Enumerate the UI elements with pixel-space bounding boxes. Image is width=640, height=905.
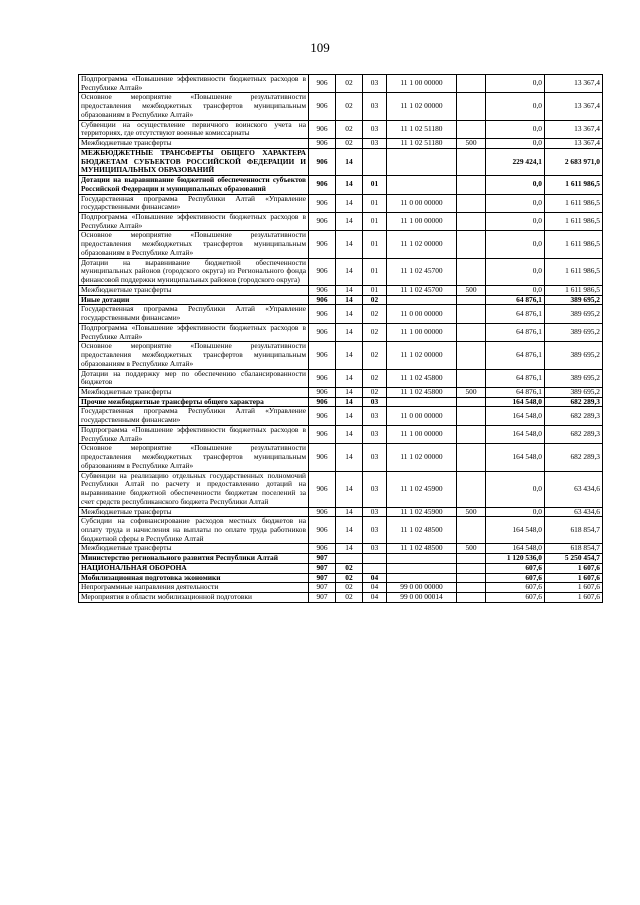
amount-cell-2: 63 434,6 <box>545 471 603 507</box>
target-article-cell: 11 1 02 45700 <box>387 258 457 285</box>
subsection-code-cell: 01 <box>363 258 387 285</box>
admin-code-cell: 906 <box>309 75 336 93</box>
amount-cell-2: 682 289,3 <box>545 425 603 443</box>
subsection-code-cell: 02 <box>363 369 387 387</box>
amount-cell-2: 389 695,2 <box>545 342 603 369</box>
admin-code-cell: 906 <box>309 213 336 231</box>
subsection-code-cell: 03 <box>363 471 387 507</box>
expense-name-cell: Межбюджетные трансферты <box>79 139 309 149</box>
expense-name-cell: Подпрограмма «Повышение эффективности бюджетных расходов в Республике Алтай» <box>79 425 309 443</box>
target-article-cell <box>387 554 457 564</box>
subsection-code-cell <box>363 148 387 175</box>
expense-name-cell: Основное мероприятие «Повышение результативности предоставления межбюджетных трансфертов муниципальным образованиям в Республике Алтай» <box>79 93 309 120</box>
amount-cell-2: 389 695,2 <box>545 369 603 387</box>
target-article-cell: 11 1 00 00000 <box>387 425 457 443</box>
table-row <box>79 139 603 149</box>
admin-code-cell: 906 <box>309 397 336 407</box>
section-code-cell: 14 <box>336 231 363 258</box>
expense-name-cell: Основное мероприятие «Повышение результативности предоставления межбюджетных трансфертов муниципальным образованиям в Республике Алтай» <box>79 444 309 471</box>
amount-cell-1: 164 548,0 <box>486 407 545 425</box>
target-article-cell: 11 1 02 00000 <box>387 444 457 471</box>
amount-cell-1: 164 548,0 <box>486 544 545 554</box>
target-article-cell: 11 1 02 45900 <box>387 471 457 507</box>
section-code-cell: 02 <box>336 93 363 120</box>
admin-code-cell: 906 <box>309 387 336 397</box>
target-article-cell: 11 0 00 00000 <box>387 407 457 425</box>
amount-cell-1: 0,0 <box>486 471 545 507</box>
target-article-cell: 11 1 02 45800 <box>387 369 457 387</box>
expense-name-cell: Межбюджетные трансферты <box>79 285 309 295</box>
admin-code-cell: 907 <box>309 563 336 573</box>
expense-type-cell <box>457 231 486 258</box>
expense-name-cell: Межбюджетные трансферты <box>79 507 309 517</box>
subsection-code-cell: 03 <box>363 93 387 120</box>
admin-code-cell: 906 <box>309 517 336 544</box>
section-code-cell: 14 <box>336 544 363 554</box>
expense-type-cell <box>457 583 486 593</box>
expense-type-cell <box>457 176 486 194</box>
amount-cell-2: 389 695,2 <box>545 323 603 341</box>
amount-cell-2: 1 611 986,5 <box>545 231 603 258</box>
target-article-cell <box>387 295 457 305</box>
target-article-cell: 11 0 00 00000 <box>387 194 457 212</box>
section-code-cell: 14 <box>336 305 363 323</box>
amount-cell-2: 389 695,2 <box>545 387 603 397</box>
target-article-cell: 11 1 00 00000 <box>387 323 457 341</box>
table-row <box>79 323 603 341</box>
section-code-cell: 14 <box>336 507 363 517</box>
amount-cell-2: 13 367,4 <box>545 93 603 120</box>
subsection-code-cell: 04 <box>363 583 387 593</box>
admin-code-cell: 906 <box>309 507 336 517</box>
amount-cell-2: 13 367,4 <box>545 120 603 138</box>
amount-cell-1: 229 424,1 <box>486 148 545 175</box>
section-code-cell <box>336 554 363 564</box>
section-code-cell: 14 <box>336 369 363 387</box>
amount-cell-2: 1 607,6 <box>545 583 603 593</box>
amount-cell-1: 0,0 <box>486 258 545 285</box>
expense-name-cell: Подпрограмма «Повышение эффективности бюджетных расходов в Республике Алтай» <box>79 323 309 341</box>
amount-cell-1: 0,0 <box>486 285 545 295</box>
subsection-code-cell: 03 <box>363 407 387 425</box>
amount-cell-2: 389 695,2 <box>545 305 603 323</box>
expense-name-cell: Межбюджетные трансферты <box>79 387 309 397</box>
subsection-code-cell: 03 <box>363 75 387 93</box>
expense-name-cell: Дотации на выравнивание бюджетной обеспеченности муниципальных районов (городского округа) из Регионального фонда финансовой поддержки муниципальных районов (городского округа) <box>79 258 309 285</box>
expense-name-cell: Государственная программа Республики Алтай «Управление государственными финансами» <box>79 305 309 323</box>
expense-name-cell: Дотации на поддержку мер по обеспечению сбалансированности бюджетов <box>79 369 309 387</box>
subsection-code-cell: 02 <box>363 305 387 323</box>
admin-code-cell: 907 <box>309 593 336 603</box>
expense-name-cell: Государственная программа Республики Алтай «Управление государственными финансами» <box>79 407 309 425</box>
subsection-code-cell: 03 <box>363 544 387 554</box>
table-row <box>79 444 603 471</box>
amount-cell-1: 607,6 <box>486 573 545 583</box>
expense-type-cell <box>457 342 486 369</box>
subsection-code-cell <box>363 563 387 573</box>
section-code-cell: 14 <box>336 397 363 407</box>
subsection-code-cell: 03 <box>363 425 387 443</box>
table-row <box>79 407 603 425</box>
table-row <box>79 554 603 564</box>
expense-name-cell: Субвенции на осуществление первичного воинского учета на территориях, где отсутствуют военные комиссариаты <box>79 120 309 138</box>
amount-cell-1: 0,0 <box>486 93 545 120</box>
subsection-code-cell: 01 <box>363 194 387 212</box>
subsection-code-cell: 02 <box>363 323 387 341</box>
amount-cell-1: 64 876,1 <box>486 305 545 323</box>
subsection-code-cell: 03 <box>363 139 387 149</box>
expense-type-cell <box>457 213 486 231</box>
target-article-cell: 99 0 00 00000 <box>387 583 457 593</box>
expense-name-cell: Иные дотации <box>79 295 309 305</box>
section-code-cell: 14 <box>336 425 363 443</box>
expense-type-cell <box>457 75 486 93</box>
admin-code-cell: 906 <box>309 93 336 120</box>
admin-code-cell: 906 <box>309 342 336 369</box>
section-code-cell: 02 <box>336 75 363 93</box>
table-row <box>79 305 603 323</box>
expense-name-cell: Основное мероприятие «Повышение результативности предоставления межбюджетных трансфертов муниципальным образованиям в Республике Алтай» <box>79 342 309 369</box>
section-code-cell: 14 <box>336 258 363 285</box>
expense-type-cell <box>457 573 486 583</box>
table-row <box>79 231 603 258</box>
amount-cell-2: 389 695,2 <box>545 295 603 305</box>
admin-code-cell: 906 <box>309 295 336 305</box>
expense-name-cell: Подпрограмма «Повышение эффективности бюджетных расходов в Республике Алтай» <box>79 213 309 231</box>
expense-type-cell <box>457 397 486 407</box>
admin-code-cell: 907 <box>309 554 336 564</box>
admin-code-cell: 906 <box>309 176 336 194</box>
section-code-cell: 02 <box>336 563 363 573</box>
table-row <box>79 258 603 285</box>
table-row <box>79 213 603 231</box>
target-article-cell: 11 1 02 45700 <box>387 285 457 295</box>
amount-cell-2: 682 289,3 <box>545 444 603 471</box>
target-article-cell: 11 1 02 45900 <box>387 507 457 517</box>
expense-type-cell <box>457 554 486 564</box>
amount-cell-1: 0,0 <box>486 139 545 149</box>
admin-code-cell: 906 <box>309 444 336 471</box>
expense-type-cell <box>457 407 486 425</box>
amount-cell-2: 1 607,6 <box>545 563 603 573</box>
page-number: 109 <box>310 40 330 55</box>
amount-cell-2: 1 611 986,5 <box>545 285 603 295</box>
admin-code-cell: 906 <box>309 305 336 323</box>
target-article-cell <box>387 397 457 407</box>
target-article-cell: 11 1 02 48500 <box>387 517 457 544</box>
subsection-code-cell: 03 <box>363 120 387 138</box>
expense-name-cell: Мероприятия в области мобилизационной подготовки <box>79 593 309 603</box>
expense-name-cell: Государственная программа Республики Алтай «Управление государственными финансами» <box>79 194 309 212</box>
table-row <box>79 517 603 544</box>
target-article-cell: 11 1 02 00000 <box>387 93 457 120</box>
expense-type-cell <box>457 369 486 387</box>
section-code-cell: 14 <box>336 148 363 175</box>
amount-cell-1: 64 876,1 <box>486 295 545 305</box>
expense-name-cell: Основное мероприятие «Повышение результативности предоставления межбюджетных трансфертов муниципальным образованиям в Республике Алтай» <box>79 231 309 258</box>
target-article-cell: 11 0 00 00000 <box>387 305 457 323</box>
amount-cell-2: 13 367,4 <box>545 75 603 93</box>
amount-cell-1: 164 548,0 <box>486 397 545 407</box>
admin-code-cell: 907 <box>309 583 336 593</box>
subsection-code-cell: 04 <box>363 573 387 583</box>
amount-cell-2: 618 854,7 <box>545 544 603 554</box>
table-body <box>79 75 603 603</box>
expense-name-cell: Субвенции на реализацию отдельных государственных полномочий Республики Алтай по расчету и предоставлению дотаций на выравнивание бюджетной обеспеченности бюджетам поселений за счет средств республиканского бюджета Республики Алтай <box>79 471 309 507</box>
amount-cell-2: 1 611 986,5 <box>545 176 603 194</box>
section-code-cell: 14 <box>336 517 363 544</box>
expense-name-cell: Дотации на выравнивание бюджетной обеспеченности субъектов Российской Федерации и муниципальных образований <box>79 176 309 194</box>
target-article-cell: 11 1 02 45800 <box>387 387 457 397</box>
target-article-cell: 11 1 02 48500 <box>387 544 457 554</box>
section-code-cell: 02 <box>336 120 363 138</box>
amount-cell-1: 0,0 <box>486 507 545 517</box>
amount-cell-2: 5 250 454,7 <box>545 554 603 564</box>
section-code-cell: 14 <box>336 295 363 305</box>
section-code-cell: 02 <box>336 573 363 583</box>
section-code-cell: 14 <box>336 213 363 231</box>
amount-cell-1: 164 548,0 <box>486 444 545 471</box>
section-code-cell: 02 <box>336 593 363 603</box>
amount-cell-1: 607,6 <box>486 583 545 593</box>
table-row <box>79 471 603 507</box>
table-row <box>79 120 603 138</box>
expense-type-cell <box>457 295 486 305</box>
amount-cell-2: 682 289,3 <box>545 407 603 425</box>
expense-name-cell: МЕЖБЮДЖЕТНЫЕ ТРАНСФЕРТЫ ОБЩЕГО ХАРАКТЕРА БЮДЖЕТАМ СУБЪЕКТОВ РОССИЙСКОЙ ФЕДЕРАЦИИ И МУНИЦИПАЛЬНЫХ ОБРАЗОВАНИЙ <box>79 148 309 175</box>
section-code-cell: 14 <box>336 285 363 295</box>
admin-code-cell: 906 <box>309 231 336 258</box>
amount-cell-1: 607,6 <box>486 563 545 573</box>
expense-name-cell: Министерство регионального развития Республики Алтай <box>79 554 309 564</box>
target-article-cell: 11 1 02 51180 <box>387 120 457 138</box>
expense-type-cell: 500 <box>457 507 486 517</box>
expense-type-cell: 500 <box>457 139 486 149</box>
amount-cell-1: 607,6 <box>486 593 545 603</box>
admin-code-cell: 907 <box>309 573 336 583</box>
admin-code-cell: 906 <box>309 544 336 554</box>
expense-type-cell <box>457 93 486 120</box>
admin-code-cell: 906 <box>309 369 336 387</box>
amount-cell-2: 63 434,6 <box>545 507 603 517</box>
target-article-cell: 11 1 00 00000 <box>387 213 457 231</box>
expense-type-cell <box>457 258 486 285</box>
subsection-code-cell: 01 <box>363 285 387 295</box>
expense-name-cell: Подпрограмма «Повышение эффективности бюджетных расходов в Республике Алтай» <box>79 75 309 93</box>
expense-type-cell <box>457 517 486 544</box>
target-article-cell: 11 1 02 00000 <box>387 342 457 369</box>
subsection-code-cell: 03 <box>363 517 387 544</box>
expense-name-cell: Субсидии на софинансирование расходов местных бюджетов на оплату труда и начисления на выплаты по оплате труда работников бюджетной сферы в Республике Алтай <box>79 517 309 544</box>
amount-cell-1: 0,0 <box>486 75 545 93</box>
table-row <box>79 563 603 573</box>
admin-code-cell: 906 <box>309 471 336 507</box>
amount-cell-1: 164 548,0 <box>486 425 545 443</box>
amount-cell-1: 0,0 <box>486 213 545 231</box>
section-code-cell: 02 <box>336 139 363 149</box>
subsection-code-cell: 01 <box>363 176 387 194</box>
amount-cell-1: 0,0 <box>486 120 545 138</box>
admin-code-cell: 906 <box>309 194 336 212</box>
amount-cell-2: 1 611 986,5 <box>545 213 603 231</box>
section-code-cell: 14 <box>336 194 363 212</box>
subsection-code-cell <box>363 554 387 564</box>
expense-name-cell: НАЦИОНАЛЬНАЯ ОБОРОНА <box>79 563 309 573</box>
amount-cell-1: 164 548,0 <box>486 517 545 544</box>
target-article-cell: 11 1 00 00000 <box>387 75 457 93</box>
amount-cell-1: 64 876,1 <box>486 323 545 341</box>
expense-type-cell: 500 <box>457 285 486 295</box>
amount-cell-2: 682 289,3 <box>545 397 603 407</box>
expense-type-cell <box>457 444 486 471</box>
section-code-cell: 14 <box>336 407 363 425</box>
target-article-cell: 11 1 02 00000 <box>387 231 457 258</box>
amount-cell-1: 0,0 <box>486 231 545 258</box>
expense-type-cell <box>457 120 486 138</box>
target-article-cell <box>387 148 457 175</box>
target-article-cell: 99 0 00 00014 <box>387 593 457 603</box>
section-code-cell: 14 <box>336 176 363 194</box>
admin-code-cell: 906 <box>309 407 336 425</box>
expense-name-cell: Непрограммные направления деятельности <box>79 583 309 593</box>
amount-cell-2: 1 607,6 <box>545 593 603 603</box>
subsection-code-cell: 03 <box>363 397 387 407</box>
section-code-cell: 02 <box>336 583 363 593</box>
amount-cell-2: 2 683 971,0 <box>545 148 603 175</box>
subsection-code-cell: 02 <box>363 295 387 305</box>
subsection-code-cell: 01 <box>363 231 387 258</box>
subsection-code-cell: 03 <box>363 444 387 471</box>
section-code-cell: 14 <box>336 444 363 471</box>
subsection-code-cell: 02 <box>363 342 387 369</box>
table-row <box>79 425 603 443</box>
expense-type-cell <box>457 323 486 341</box>
table-row <box>79 387 603 397</box>
table-row <box>79 93 603 120</box>
admin-code-cell: 906 <box>309 139 336 149</box>
expense-name-cell: Мобилизационная подготовка экономики <box>79 573 309 583</box>
admin-code-cell: 906 <box>309 425 336 443</box>
expense-type-cell: 500 <box>457 544 486 554</box>
subsection-code-cell: 01 <box>363 213 387 231</box>
amount-cell-1: 0,0 <box>486 194 545 212</box>
table-row <box>79 148 603 175</box>
subsection-code-cell: 04 <box>363 593 387 603</box>
expense-type-cell <box>457 194 486 212</box>
amount-cell-1: 64 876,1 <box>486 342 545 369</box>
expense-type-cell <box>457 563 486 573</box>
target-article-cell: 11 1 02 51180 <box>387 139 457 149</box>
expense-type-cell <box>457 305 486 323</box>
section-code-cell: 14 <box>336 471 363 507</box>
expense-name-cell: Прочие межбюджетные трансферты общего характера <box>79 397 309 407</box>
table-row <box>79 285 603 295</box>
amount-cell-2: 13 367,4 <box>545 139 603 149</box>
expense-type-cell <box>457 593 486 603</box>
target-article-cell <box>387 176 457 194</box>
expense-type-cell <box>457 148 486 175</box>
amount-cell-2: 618 854,7 <box>545 517 603 544</box>
amount-cell-2: 1 607,6 <box>545 573 603 583</box>
table-row <box>79 75 603 93</box>
expense-type-cell: 500 <box>457 387 486 397</box>
expense-type-cell <box>457 425 486 443</box>
section-code-cell: 14 <box>336 323 363 341</box>
budget-table <box>78 74 603 603</box>
subsection-code-cell: 03 <box>363 507 387 517</box>
amount-cell-1: 1 120 536,0 <box>486 554 545 564</box>
amount-cell-1: 64 876,1 <box>486 369 545 387</box>
table-row <box>79 194 603 212</box>
table-row <box>79 342 603 369</box>
expense-type-cell <box>457 471 486 507</box>
admin-code-cell: 906 <box>309 323 336 341</box>
target-article-cell <box>387 563 457 573</box>
subsection-code-cell: 02 <box>363 387 387 397</box>
expense-name-cell: Межбюджетные трансферты <box>79 544 309 554</box>
admin-code-cell: 906 <box>309 258 336 285</box>
admin-code-cell: 906 <box>309 120 336 138</box>
amount-cell-2: 1 611 986,5 <box>545 194 603 212</box>
amount-cell-1: 64 876,1 <box>486 387 545 397</box>
admin-code-cell: 906 <box>309 148 336 175</box>
table-row <box>79 369 603 387</box>
table-row <box>79 593 603 603</box>
admin-code-cell: 906 <box>309 285 336 295</box>
amount-cell-1: 0,0 <box>486 176 545 194</box>
section-code-cell: 14 <box>336 387 363 397</box>
amount-cell-2: 1 611 986,5 <box>545 258 603 285</box>
table-row <box>79 176 603 194</box>
section-code-cell: 14 <box>336 342 363 369</box>
